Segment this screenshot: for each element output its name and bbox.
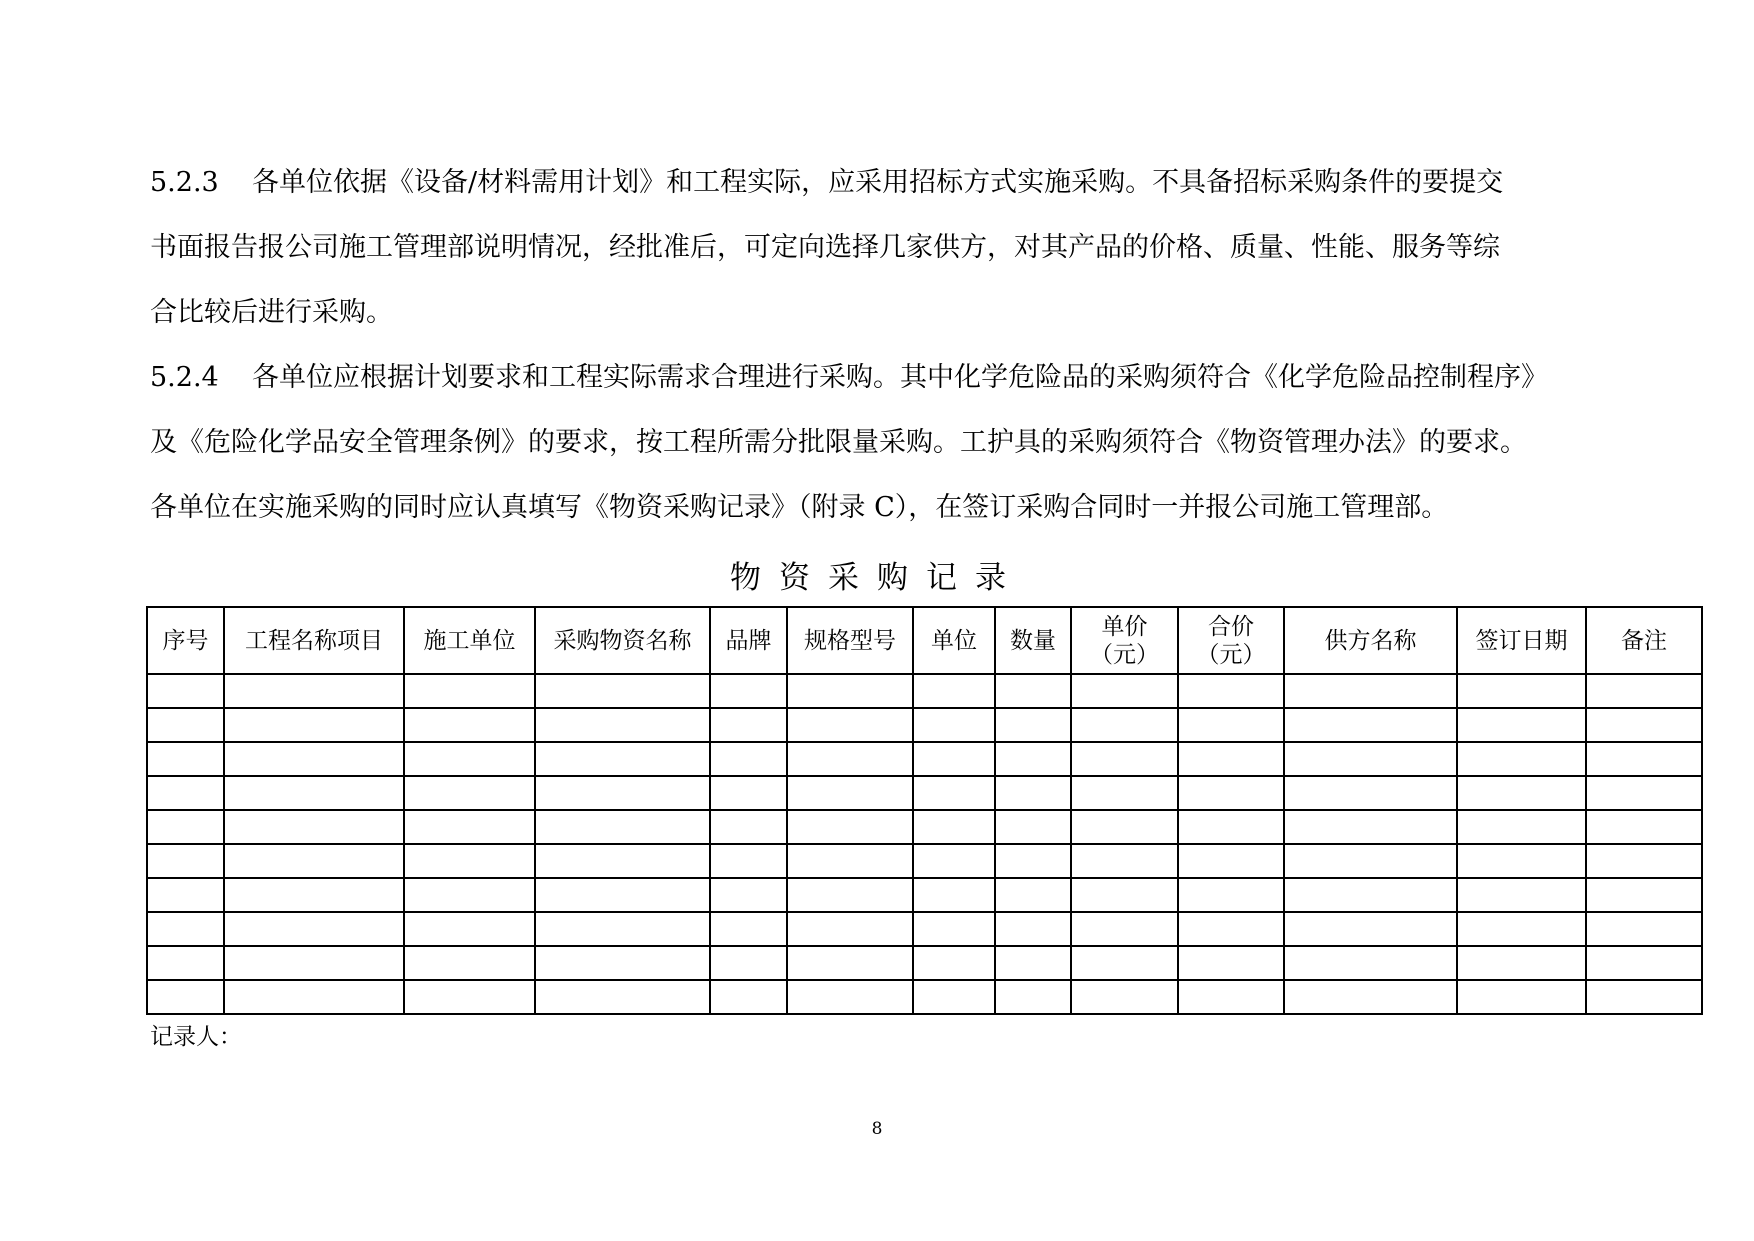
paragraph-line: 合比较后进行采购。 bbox=[150, 297, 393, 328]
table-body bbox=[147, 674, 1702, 1014]
table-cell[interactable] bbox=[1284, 878, 1457, 912]
table-cell[interactable] bbox=[1586, 742, 1702, 776]
table-cell[interactable] bbox=[787, 912, 913, 946]
table-cell[interactable] bbox=[147, 810, 224, 844]
table-cell[interactable] bbox=[710, 980, 787, 1014]
column-header: 备注 bbox=[1586, 607, 1702, 674]
table-row bbox=[147, 810, 1702, 844]
table-cell[interactable] bbox=[913, 980, 995, 1014]
table-cell[interactable] bbox=[224, 776, 404, 810]
table-cell[interactable] bbox=[1457, 810, 1586, 844]
table-cell[interactable] bbox=[913, 708, 995, 742]
table-cell[interactable] bbox=[147, 776, 224, 810]
table-cell[interactable] bbox=[1071, 810, 1178, 844]
table-cell[interactable] bbox=[147, 844, 224, 878]
table-cell[interactable] bbox=[1457, 844, 1586, 878]
table-cell[interactable] bbox=[535, 844, 710, 878]
section-number: 5.2.3 bbox=[150, 167, 219, 198]
table-cell[interactable] bbox=[1071, 776, 1178, 810]
table-cell[interactable] bbox=[995, 742, 1071, 776]
table-cell[interactable] bbox=[1284, 844, 1457, 878]
table-cell[interactable] bbox=[224, 742, 404, 776]
form-title: 物资采购记录 bbox=[730, 560, 1024, 596]
table-cell[interactable] bbox=[787, 878, 913, 912]
paragraph-line: 各单位在实施采购的同时应认真填写《物资采购记录》（附录 C），在签订采购合同时一并报公司施工管理部。 bbox=[150, 492, 1449, 523]
column-header: 供方名称 bbox=[1284, 607, 1457, 674]
table-cell[interactable] bbox=[710, 742, 787, 776]
column-header: 规格型号 bbox=[787, 607, 913, 674]
table-cell[interactable] bbox=[404, 742, 535, 776]
table-cell[interactable] bbox=[1284, 776, 1457, 810]
table-cell[interactable] bbox=[1284, 742, 1457, 776]
table-cell[interactable] bbox=[535, 980, 710, 1014]
table-cell[interactable] bbox=[1178, 742, 1284, 776]
table-cell[interactable] bbox=[995, 810, 1071, 844]
table-cell[interactable] bbox=[1178, 810, 1284, 844]
column-header: 采购物资名称 bbox=[535, 607, 710, 674]
table-cell[interactable] bbox=[535, 912, 710, 946]
paragraph-line: 5.2.4 各单位应根据计划要求和工程实际需求合理进行采购。其中化学危险品的采购须符合《化学危险品控制程序》 bbox=[150, 345, 1630, 410]
table-cell[interactable] bbox=[995, 980, 1071, 1014]
table-cell[interactable] bbox=[224, 844, 404, 878]
table-cell[interactable] bbox=[1071, 708, 1178, 742]
table-cell[interactable] bbox=[1586, 776, 1702, 810]
column-header: 数量 bbox=[995, 607, 1071, 674]
table-row bbox=[147, 742, 1702, 776]
table-cell[interactable] bbox=[995, 708, 1071, 742]
table-cell[interactable] bbox=[404, 674, 535, 708]
table-cell[interactable] bbox=[787, 674, 913, 708]
column-header: 施工单位 bbox=[404, 607, 535, 674]
table-cell[interactable] bbox=[404, 708, 535, 742]
table-cell[interactable] bbox=[1457, 946, 1586, 980]
table-cell[interactable] bbox=[995, 878, 1071, 912]
table-row bbox=[147, 674, 1702, 708]
table-cell[interactable] bbox=[787, 946, 913, 980]
table-cell[interactable] bbox=[535, 708, 710, 742]
section-number: 5.2.4 bbox=[150, 362, 219, 393]
table-cell[interactable] bbox=[535, 776, 710, 810]
table-cell[interactable] bbox=[1457, 742, 1586, 776]
table-cell[interactable] bbox=[535, 810, 710, 844]
table-cell[interactable] bbox=[787, 776, 913, 810]
table-cell[interactable] bbox=[535, 878, 710, 912]
table-cell[interactable] bbox=[535, 946, 710, 980]
table-cell[interactable] bbox=[224, 912, 404, 946]
section-5-2-3 bbox=[150, 150, 1630, 345]
table-cell[interactable] bbox=[913, 742, 995, 776]
table-cell[interactable] bbox=[1457, 912, 1586, 946]
table-cell[interactable] bbox=[710, 878, 787, 912]
table-cell[interactable] bbox=[1071, 674, 1178, 708]
table-cell[interactable] bbox=[710, 708, 787, 742]
table-cell[interactable] bbox=[224, 674, 404, 708]
recorder-label: 记录人： bbox=[150, 1024, 242, 1050]
table-cell[interactable] bbox=[404, 844, 535, 878]
table-cell[interactable] bbox=[1586, 946, 1702, 980]
column-header: 品牌 bbox=[710, 607, 787, 674]
paragraph-line: 5.2.3 各单位依据《设备/材料需用计划》和工程实际，应采用招标方式实施采购。不具备招标采购条件的要提交 bbox=[150, 150, 1630, 215]
table-cell[interactable] bbox=[787, 742, 913, 776]
table-cell[interactable] bbox=[1071, 878, 1178, 912]
table-cell[interactable] bbox=[995, 844, 1071, 878]
table-cell[interactable] bbox=[710, 844, 787, 878]
table-cell[interactable] bbox=[147, 878, 224, 912]
table-cell[interactable] bbox=[1071, 742, 1178, 776]
table-cell[interactable] bbox=[787, 810, 913, 844]
table-cell[interactable] bbox=[1457, 980, 1586, 1014]
table-cell[interactable] bbox=[995, 674, 1071, 708]
table-cell[interactable] bbox=[913, 912, 995, 946]
table-cell[interactable] bbox=[1284, 912, 1457, 946]
table-cell[interactable] bbox=[787, 844, 913, 878]
column-header: 单位 bbox=[913, 607, 995, 674]
table-cell[interactable] bbox=[404, 946, 535, 980]
table-cell[interactable] bbox=[1586, 878, 1702, 912]
table-cell[interactable] bbox=[147, 742, 224, 776]
table-cell[interactable] bbox=[404, 810, 535, 844]
table-cell[interactable] bbox=[1178, 980, 1284, 1014]
column-header: 合价 （元） bbox=[1178, 607, 1284, 674]
table-cell[interactable] bbox=[1178, 844, 1284, 878]
table-cell[interactable] bbox=[1457, 776, 1586, 810]
table-cell[interactable] bbox=[1457, 708, 1586, 742]
table-cell[interactable] bbox=[1586, 708, 1702, 742]
table-cell[interactable] bbox=[224, 946, 404, 980]
table-cell[interactable] bbox=[1586, 844, 1702, 878]
table-cell[interactable] bbox=[1178, 674, 1284, 708]
table-cell[interactable] bbox=[1457, 674, 1586, 708]
table-row bbox=[147, 946, 1702, 980]
table-cell[interactable] bbox=[1284, 946, 1457, 980]
table-cell[interactable] bbox=[404, 980, 535, 1014]
table-cell[interactable] bbox=[1586, 912, 1702, 946]
table-cell[interactable] bbox=[913, 776, 995, 810]
column-header: 工程名称项目 bbox=[224, 607, 404, 674]
table-cell[interactable] bbox=[224, 810, 404, 844]
table-row bbox=[147, 844, 1702, 878]
table-cell[interactable] bbox=[913, 844, 995, 878]
table-cell[interactable] bbox=[1284, 674, 1457, 708]
table-cell[interactable] bbox=[710, 912, 787, 946]
purchase-record-table bbox=[146, 606, 1703, 1015]
table-cell[interactable] bbox=[224, 878, 404, 912]
table-cell[interactable] bbox=[535, 674, 710, 708]
paragraph-line: 及《危险化学品安全管理条例》的要求，按工程所需分批限量采购。工护具的采购须符合《物资管理办法》的要求。 bbox=[150, 427, 1527, 458]
table-cell[interactable] bbox=[224, 980, 404, 1014]
table-cell[interactable] bbox=[787, 980, 913, 1014]
table-cell[interactable] bbox=[1178, 912, 1284, 946]
table-row bbox=[147, 912, 1702, 946]
table-cell[interactable] bbox=[1071, 844, 1178, 878]
table-cell[interactable] bbox=[913, 946, 995, 980]
table-cell[interactable] bbox=[147, 946, 224, 980]
table-row bbox=[147, 878, 1702, 912]
table-header-row bbox=[147, 607, 1702, 674]
table-row bbox=[147, 776, 1702, 810]
table-cell[interactable] bbox=[1071, 946, 1178, 980]
table-cell[interactable] bbox=[1178, 776, 1284, 810]
table-cell[interactable] bbox=[147, 674, 224, 708]
table-cell[interactable] bbox=[1457, 878, 1586, 912]
table-cell[interactable] bbox=[995, 776, 1071, 810]
table-cell[interactable] bbox=[535, 742, 710, 776]
table-cell[interactable] bbox=[1178, 708, 1284, 742]
column-header: 序号 bbox=[147, 607, 224, 674]
table-cell[interactable] bbox=[404, 776, 535, 810]
table-cell[interactable] bbox=[1586, 810, 1702, 844]
paragraph-line: 书面报告报公司施工管理部说明情况，经批准后，可定向选择几家供方，对其产品的价格、质量、性能、服务等综 bbox=[150, 232, 1500, 263]
table-cell[interactable] bbox=[1284, 980, 1457, 1014]
table-cell[interactable] bbox=[913, 810, 995, 844]
table-cell[interactable] bbox=[995, 912, 1071, 946]
table-cell[interactable] bbox=[710, 810, 787, 844]
table-cell[interactable] bbox=[913, 878, 995, 912]
column-header: 签订日期 bbox=[1457, 607, 1586, 674]
table-cell[interactable] bbox=[710, 776, 787, 810]
page-number: 8 bbox=[871, 1119, 883, 1139]
table-cell[interactable] bbox=[147, 708, 224, 742]
section-5-2-4 bbox=[150, 345, 1630, 540]
table-cell[interactable] bbox=[913, 674, 995, 708]
table-cell[interactable] bbox=[404, 878, 535, 912]
table-row bbox=[147, 708, 1702, 742]
table-cell[interactable] bbox=[1284, 810, 1457, 844]
table-cell[interactable] bbox=[1178, 878, 1284, 912]
table-cell[interactable] bbox=[1586, 980, 1702, 1014]
table-cell[interactable] bbox=[147, 912, 224, 946]
table-cell[interactable] bbox=[1071, 912, 1178, 946]
table-cell[interactable] bbox=[1284, 708, 1457, 742]
table-cell[interactable] bbox=[147, 980, 224, 1014]
table-cell[interactable] bbox=[1178, 946, 1284, 980]
table-cell[interactable] bbox=[995, 946, 1071, 980]
table-cell[interactable] bbox=[787, 708, 913, 742]
table-cell[interactable] bbox=[404, 912, 535, 946]
table-cell[interactable] bbox=[710, 946, 787, 980]
column-header: 单价 （元） bbox=[1071, 607, 1178, 674]
table-cell[interactable] bbox=[1586, 674, 1702, 708]
table-cell[interactable] bbox=[224, 708, 404, 742]
table-row bbox=[147, 980, 1702, 1014]
table-cell[interactable] bbox=[1071, 980, 1178, 1014]
table-cell[interactable] bbox=[710, 674, 787, 708]
